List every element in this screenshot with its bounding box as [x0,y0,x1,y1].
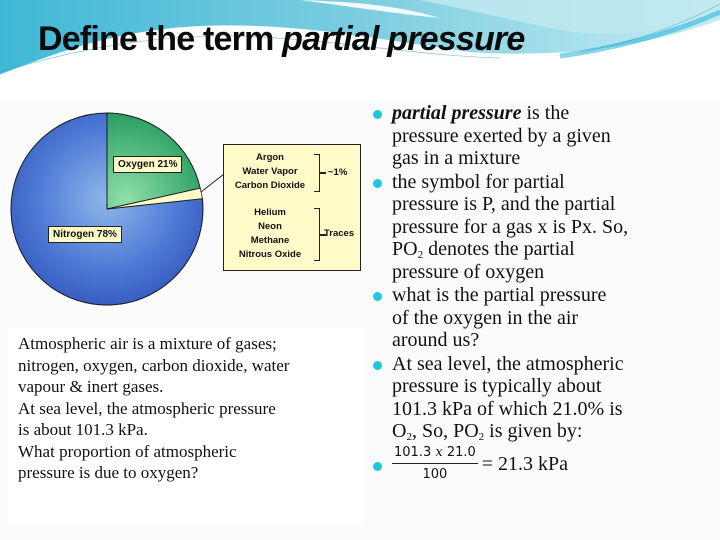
gas-water-vapor: Water Vapor [242,166,298,177]
gas-methane: Methane [250,235,290,246]
bullet-text [392,420,715,443]
textbox-line: vapour & inert gases. [18,377,164,396]
bullet-text: is given by: [484,420,583,442]
o2-symbol: O [392,420,407,442]
bullet-text: around us? [392,329,480,351]
group1-label: ~1% [328,167,348,178]
subscript: 2 [417,249,424,261]
po2-symbol: PO [392,238,418,260]
bullet-dot-icon [373,361,382,370]
bullet-text: pressure for a gas x is Px. So, [392,215,629,238]
textbox-line: What proportion of atmospheric [18,441,237,461]
bullet-sea-level [370,353,715,443]
oxygen-label: Oxygen 21% [113,156,182,173]
bullet-text: gas in a mixture [392,147,521,169]
numerator-value: 101.3 [394,444,436,460]
term-partial-pressure: partial pressure [392,102,522,124]
group2-label: Traces [324,228,355,239]
textbox-line: pressure is due to oxygen? [18,463,199,482]
bullet-text: is the [521,102,570,124]
textbox-line: At sea level, the atmospheric pressure [18,398,276,418]
bullet-dot-icon [373,110,382,119]
formula [392,445,715,484]
fraction-numerator [392,445,478,464]
bullet-text: pressure is P, and the partial [392,193,616,215]
title-emphasis: partial pressure [282,20,525,58]
other-gases-callout [223,144,361,271]
bullet-text: of the oxygen in the air [392,306,579,329]
slide-title [38,20,524,59]
fraction [392,445,478,484]
textbox-line: Atmospheric air is a mixture of gases; [18,334,277,353]
bullet-dot-icon [373,292,382,301]
bullet-dot-icon [373,179,382,188]
bullet-text: the symbol for partial [392,170,565,193]
bracket-tick-1 [320,172,326,174]
context-textbox [8,327,364,527]
textbox-line: is about 101.3 kPa. [18,420,148,439]
bullet-text: , So, PO [411,420,479,442]
gas-carbon-dioxide: Carbon Dioxide [234,180,306,191]
bullet-text: pressure is typically about [392,375,602,397]
subscript: 2 [406,431,412,443]
gas-neon: Neon [258,221,282,232]
gas-argon: Argon [256,152,284,163]
bullet-formula [370,445,715,484]
gas-helium: Helium [254,207,286,218]
bullet-text: what is the partial pressure [392,284,607,306]
nitrogen-label: Nitrogen 78% [48,226,122,243]
textbox-line: nitrogen, oxygen, carbon dioxide, water [18,355,290,375]
bullet-definition [370,102,715,170]
bullet-dot-icon [373,462,382,471]
fraction-denominator: 100 [422,466,448,482]
multiply-operator: x [435,444,443,460]
formula-result: = 21.3 kPa [481,452,569,475]
title-plain: Define the term [38,20,283,58]
bullet-symbol [370,171,715,284]
numerator-value: 21.0 [442,444,476,460]
subscript: 2 [478,431,485,443]
bullet-text [392,238,715,261]
bullet-text: pressure of oxygen [392,260,545,283]
bullet-question [370,284,715,352]
bullet-text: At sea level, the atmospheric [392,352,624,375]
bullet-text: 101.3 kPa of which 21.0% is [392,397,623,420]
bullet-text: denotes the partial [423,238,575,260]
gas-nitrous-oxide: Nitrous Oxide [238,249,302,260]
bullet-text: pressure exerted by a given [392,124,611,147]
bullet-list [370,102,715,485]
